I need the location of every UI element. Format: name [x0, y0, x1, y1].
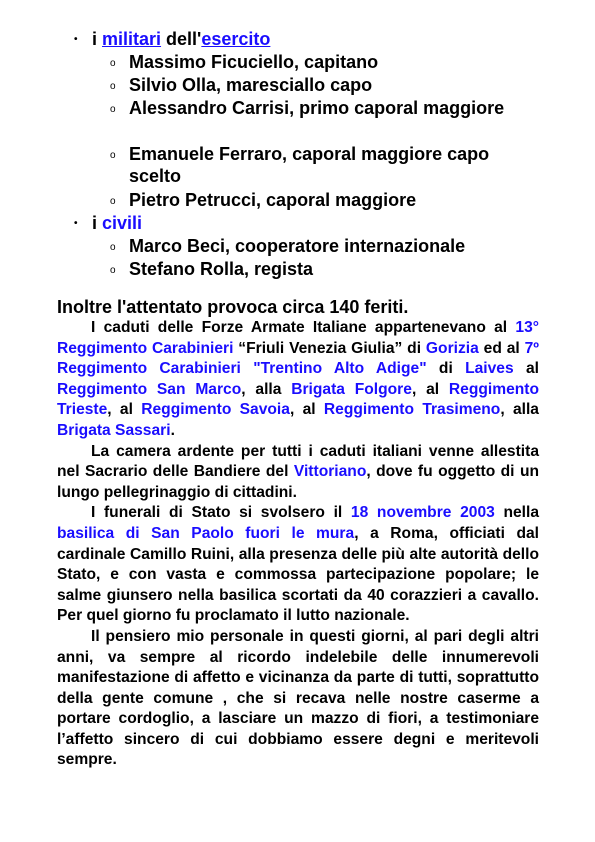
link-laives[interactable]: Laives [465, 360, 514, 378]
sublist-bullet: o [110, 150, 116, 161]
intro-sentence: Inoltre l'attentato provoca circa 140 feriti. [57, 297, 409, 317]
paragraph-funerali: I funerali di Stato si svolsero il 18 novembre 2003 nella basilica di San Paolo fuori le mura, a Roma, officiati dal cardinale Camillo Ruini, alla presenza delle più alte autorità dello Stato, e con vasta e commossa partecipazione popolare; le salme giunsero nella basilica scortati da 40 corazzieri a cavallo. Per quel giorno fu proclamato il lutto nazionale. [57, 504, 540, 625]
paragraph-camera-ardente: La camera ardente per tutti i caduti italiani venne allestita nel Sacrario delle Bandiere del Vittoriano, dove fu oggetto di un lungo pellegrinaggio di cittadini. [57, 442, 539, 501]
link-reggimento-san-marco[interactable]: Reggimento San Marco [57, 380, 242, 398]
list-item: Stefano Rolla, regista [129, 259, 314, 279]
list-item: Emanuele Ferraro, caporal maggiore capo scelto [129, 144, 490, 186]
link-18-novembre-2003[interactable]: 18 novembre 2003 [350, 504, 495, 522]
link-brigata-sassari[interactable]: Brigata Sassari [57, 421, 171, 439]
link-reggimento-trasimeno[interactable]: Reggimento Trasimeno [323, 401, 501, 419]
paragraph-caduti: I caduti delle Forze Armate Italiane appartenevano al 13° Reggimento Carabinieri “Friuli Venezia Giulia” di Gorizia ed al 7º Reggimento Carabinieri "Trentino Alto Adige" di Laives al Reggimento San Marco, alla Brigata Folgore, al Reggimento Trieste, al Reggimento Savoia, al Reggimento Trasimeno, alla Brigata Sassari. [57, 319, 540, 439]
link-esercito[interactable]: esercito [201, 29, 271, 49]
sublist-bullet: o [110, 104, 116, 115]
link-reggimento-savoia[interactable]: Reggimento Savoia [141, 401, 290, 419]
link-civili[interactable]: civili [102, 213, 143, 233]
list-item: Silvio Olla, maresciallo capo [129, 75, 373, 95]
link-gorizia[interactable]: Gorizia [425, 339, 479, 357]
list-item-civili: i civili [92, 213, 143, 233]
link-13-reggimento[interactable]: 13° Reggimento Carabinieri [57, 319, 539, 357]
list-item: Alessandro Carrisi, primo caporal maggiore [129, 98, 505, 118]
list-item: Massimo Ficuciello, capitano [129, 52, 379, 72]
paragraph-pensiero: Il pensiero mio personale in questi giorni, al pari degli altri anni, va sempre al ricordo indelebile delle innumerevoli manifestazione di affetto e vicinanza da parte di tutti, soprattutto della gente comune , che si recava nelle nostre caserme a portare cordoglio, a lasciare un mazzo di fiori, a testimoniare l’affetto sincero di cui dobbiamo essere degni e meritevoli sempre. [57, 627, 539, 769]
link-basilica-san-paolo[interactable]: basilica di San Paolo fuori le mura [57, 524, 355, 542]
sublist-bullet: o [110, 265, 116, 276]
link-7-reggimento[interactable]: 7º Reggimento Carabinieri "Trentino Alto Adige" [57, 339, 539, 378]
link-brigata-folgore[interactable]: Brigata Folgore [291, 380, 412, 398]
list-item: Pietro Petrucci, caporal maggiore [129, 190, 417, 210]
link-reggimento-trieste[interactable]: Reggimento Trieste [57, 380, 540, 419]
list-bullet: • [74, 34, 78, 45]
sublist-bullet: o [110, 81, 116, 92]
sublist-bullet: o [110, 196, 116, 207]
body-text [57, 318, 539, 771]
list-bullet: • [74, 218, 78, 229]
list-item-militari: i militari dell'esercito [92, 29, 271, 49]
link-vittoriano[interactable]: Vittoriano [293, 463, 367, 481]
list-item: Marco Beci, cooperatore internazionale [129, 236, 466, 256]
sublist-bullet: o [110, 58, 116, 69]
sublist-bullet: o [110, 242, 116, 253]
link-militari[interactable]: militari [102, 29, 162, 49]
